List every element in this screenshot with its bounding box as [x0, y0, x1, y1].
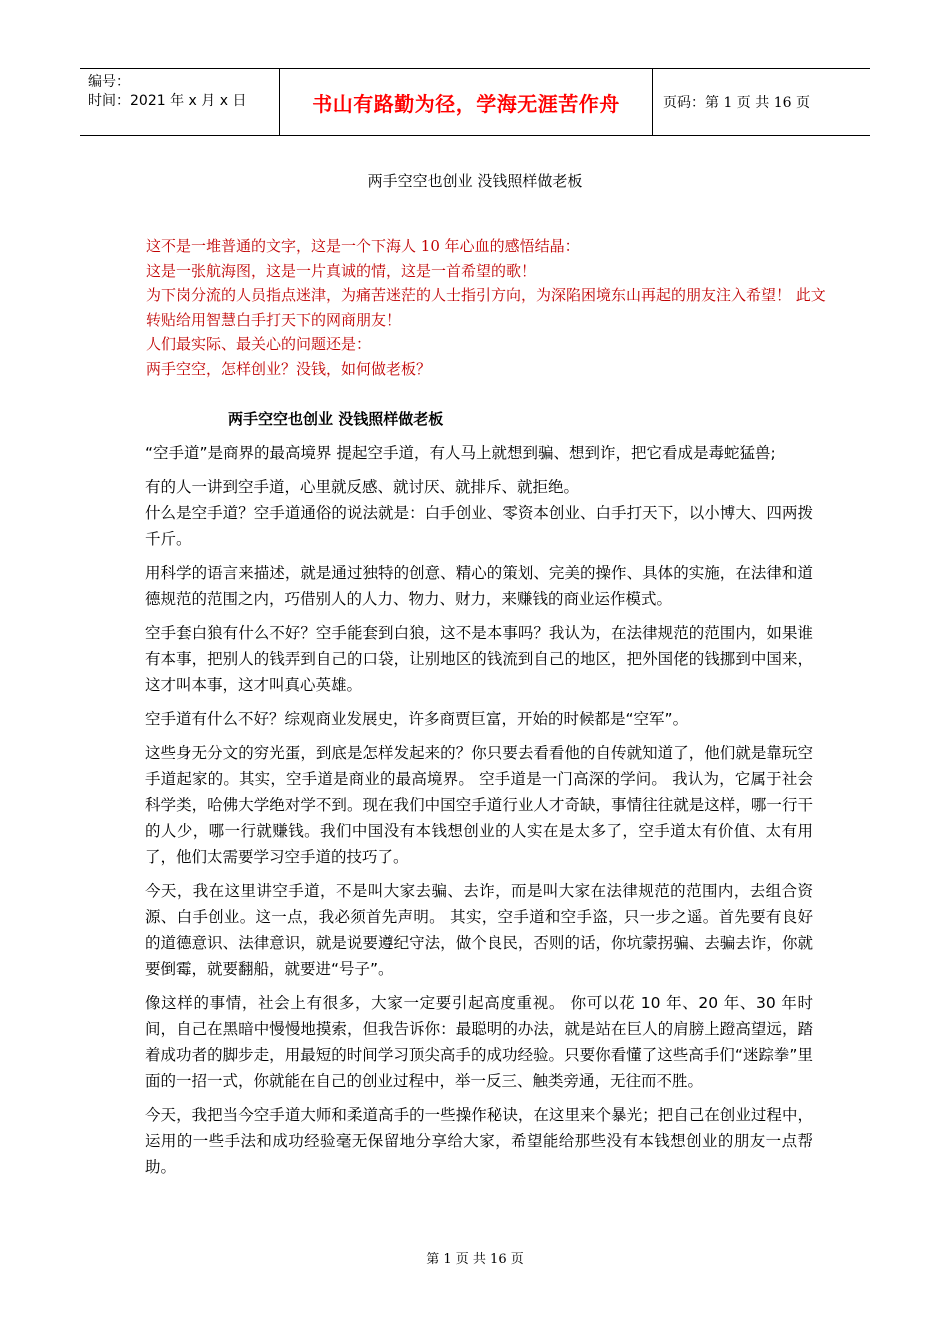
body-text	[145, 440, 813, 1188]
time-label: 时间：2021 年 x 月 x 日	[88, 93, 247, 109]
paragraph: “空手道”是商界的最高境界 提起空手道，有人马上就想到骗、想到诈，把它看成是毒蛇猛兽;	[145, 444, 776, 462]
code-label: 编号：	[88, 74, 130, 90]
header-table	[80, 68, 870, 136]
intro-line: 为下岗分流的人员指点迷津，为痛苦迷茫的人士指引方向，为深陷困境东山再起的朋友注入希望！ 此文转贴给用智慧白手打天下的网商朋友！	[146, 286, 826, 329]
header-motto: 书山有路勤为径，学海无涯苦作舟	[280, 69, 653, 135]
document-title: 两手空空也创业 没钱照样做老板	[367, 172, 583, 190]
paragraph: 什么是空手道？空手道通俗的说法就是：白手创业、零资本创业、白手打天下，以小博大、四两拨千斤。	[145, 504, 813, 548]
paragraph: 今天，我把当今空手道大师和柔道高手的一些操作秘诀，在这里来个暴光；把自己在创业过程中，运用的一些手法和成功经验毫无保留地分享给大家，希望能给那些没有本钱想创业的朋友一点帮助。	[145, 1106, 813, 1176]
intro-line: 人们最实际、最关心的问题还是：	[146, 335, 372, 353]
paragraph: 今天，我在这里讲空手道，不是叫大家去骗、去诈，而是叫大家在法律规范的范围内，去组合资源、白手创业。这一点，我必须首先声明。 其实，空手道和空手盗，只一步之遥。首先要有良好的道德意识、法律意识，就是说要遵纪守法，做个良民，否则的话，你坑蒙拐骗、去骗去诈，你就要倒霉，就要翻船，就要进“号子”。	[145, 882, 813, 978]
intro-block	[146, 234, 826, 381]
header-page-info: 页码：第 1 页 共 16 页	[663, 95, 810, 111]
paragraph: 有的人一讲到空手道，心里就反感、就讨厌、就排斥、就拒绝。	[145, 478, 580, 496]
paragraph: 像这样的事情，社会上有很多，大家一定要引起高度重视。 你可以花 10 年、20 年、30 年时间，自己在黑暗中慢慢地摸索，但我告诉你：最聪明的办法，就是站在巨人的肩膀上蹬高望远，踏着成功者的脚步走，用最短的时间学习顶尖高手的成功经验。只要你看懂了这些高手们“迷踪拳”里面的一招一式，你就能在自己的创业过程中，举一反三、触类旁通，无往而不胜。	[145, 994, 813, 1090]
intro-line: 两手空空，怎样创业？没钱，如何做老板？	[146, 359, 432, 378]
paragraph: 这些身无分文的穷光蛋，到底是怎样发起来的？你只要去看看他的自传就知道了，他们就是靠玩空手道起家的。其实，空手道是商业的最高境界。 空手道是一门高深的学问。 我认为，它属于社会科学类，哈佛大学绝对学不到。现在我们中国空手道行业人才奇缺，事情往往就是这样，哪一行干的人少，哪一行就赚钱。我们中国没有本钱想创业的人实在是太多了，空手道太有价值、太有用了，他们太需要学习空手道的技巧了。	[145, 744, 813, 866]
intro-line: 这是一张航海图，这是一片真诚的情，这是一首希望的歌！	[146, 261, 537, 280]
page-footer: 第 1 页 共 16 页	[426, 1252, 524, 1267]
header-meta	[80, 69, 280, 135]
paragraph: 用科学的语言来描述，就是通过独特的创意、精心的策划、完美的操作、具体的实施，在法律和道德规范的范围之内，巧借别人的人力、物力、财力，来赚钱的商业运作模式。	[145, 564, 813, 608]
intro-line: 这不是一堆普通的文字，这是一个下海人 10 年心血的感悟结晶：	[146, 237, 580, 255]
section-title: 两手空空也创业 没钱照样做老板	[228, 410, 444, 428]
paragraph: 空手套白狼有什么不好？空手能套到白狼，这不是本事吗？我认为，在法律规范的范围内，如果谁有本事，把别人的钱弄到自己的口袋，让别地区的钱流到自己的地区，把外国佬的钱挪到中国来，这才叫本事，这才叫真心英雄。	[145, 624, 813, 694]
paragraph: 空手道有什么不好？综观商业发展史，许多商贾巨富，开始的时候都是“空军”。	[145, 710, 689, 728]
